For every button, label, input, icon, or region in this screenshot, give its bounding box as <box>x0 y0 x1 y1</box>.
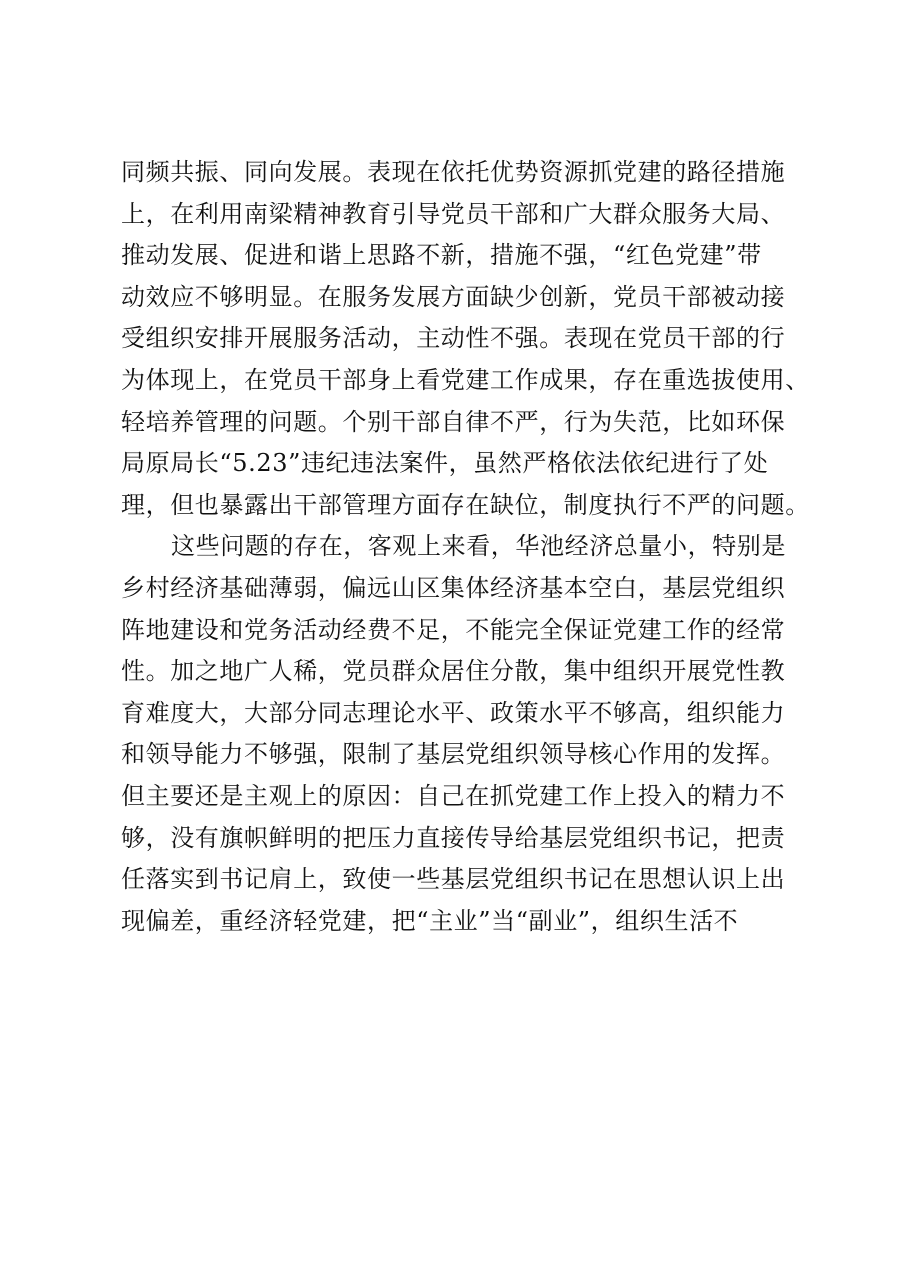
text-line: 这些问题的存在，客观上来看，华池经济总量小，特别是 <box>171 532 786 561</box>
text-line: 乡村经济基础薄弱，偏远山区集体经济基本空白，基层党组织 <box>121 573 786 602</box>
text-line: 推动发展、促进和谐上思路不新，措施不强，“红色党建”带 <box>121 241 762 270</box>
text-line: 阵地建设和党务活动经费不足，不能完全保证党建工作的经常 <box>121 615 786 644</box>
text-line: 同频共振、同向发展。表现在依托优势资源抓党建的路径措施 <box>121 158 786 186</box>
text-line: 任落实到书记肩上，致使一些基层党组织书记在思想认识上出 <box>121 865 786 894</box>
text-line: 育难度大，大部分同志理论水平、政策水平不够高，组织能力 <box>121 698 786 727</box>
paragraph-1 <box>121 152 810 526</box>
paragraph-2 <box>121 526 801 942</box>
text-line: 上，在利用南梁精神教育引导党员干部和广大群众服务大局、 <box>121 199 786 228</box>
text-line: 现偏差，重经济轻党建，把“主业”当“副业”，组织生活不 <box>121 906 739 935</box>
text-line: 够，没有旗帜鲜明的把压力直接传导给基层党组织书记，把责 <box>121 823 786 852</box>
text-line: 和领导能力不够强，限制了基层党组织领导核心作用的发挥。 <box>121 740 786 769</box>
document-body <box>121 152 810 942</box>
text-line: 受组织安排开展服务活动，主动性不强。表现在党员干部的行 <box>121 324 786 353</box>
text-line: 性。加之地广人稀，党员群众居住分散，集中组织开展党性教 <box>121 657 786 686</box>
text-line: 为体现上，在党员干部身上看党建工作成果，存在重选拔使用、 <box>121 365 810 394</box>
text-line: 理，但也暴露出干部管理方面存在缺位，制度执行不严的问题。 <box>121 490 810 519</box>
text-line: 但主要还是主观上的原因：自己在抓党建工作上投入的精力不 <box>121 781 786 810</box>
text-line: 轻培养管理的问题。个别干部自律不严，行为失范，比如环保 <box>121 407 786 436</box>
text-line: 动效应不够明显。在服务发展方面缺少创新，党员干部被动接 <box>121 282 786 311</box>
text-line: 局原局长“5.23”违纪违法案件，虽然严格依法依纪进行了处 <box>121 449 769 478</box>
